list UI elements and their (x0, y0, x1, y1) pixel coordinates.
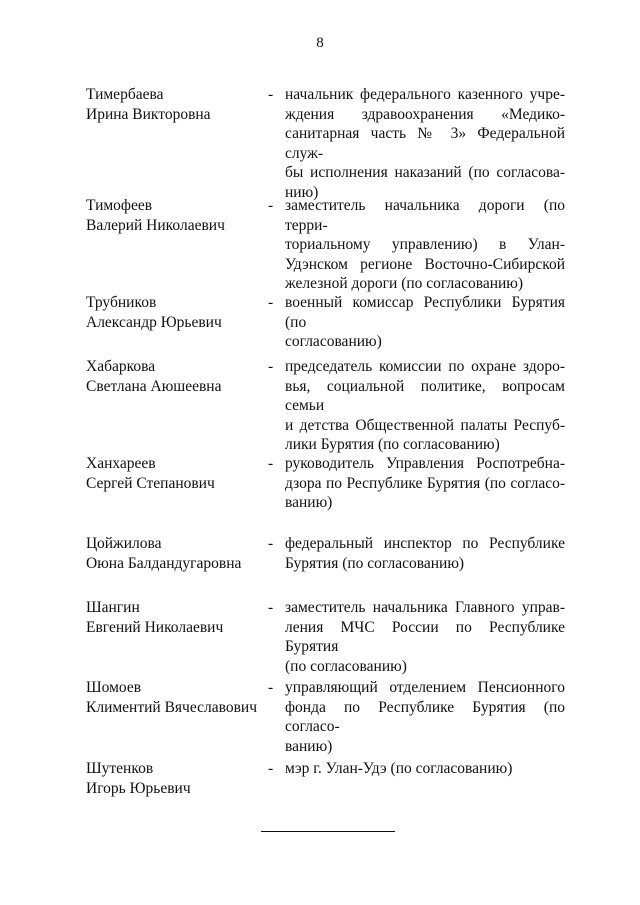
member-name (86, 759, 256, 798)
position-line: (по согласованию) (285, 657, 407, 675)
member-name (86, 293, 256, 332)
member-position (285, 534, 565, 573)
member-name (86, 357, 256, 396)
member-entry (0, 85, 640, 201)
member-name (86, 196, 256, 235)
member-given-names: Валерий Николаевич (86, 216, 225, 234)
dash-separator: - (268, 599, 274, 616)
end-of-list-rule (261, 831, 395, 832)
position-line: лики Бурятия (по согласованию) (285, 436, 500, 454)
member-entry (0, 759, 640, 869)
position-line: заместитель начальника дороги (по терри- (285, 197, 565, 234)
dash-separator: - (268, 358, 274, 375)
member-surname: Трубников (86, 294, 157, 311)
position-line: ториальному управлению) в Улан- (285, 236, 565, 254)
dash-separator: - (268, 86, 274, 103)
member-surname: Цойжилова (86, 535, 162, 552)
page-number: 8 (316, 35, 324, 51)
member-surname: Ханхареев (86, 455, 156, 472)
position-line: федеральный инспектор по Республике (285, 535, 565, 552)
position-line: железной дороги (по согласованию) (285, 275, 524, 293)
member-given-names: Оюна Балдандугаровна (86, 554, 242, 572)
dash-separator: - (268, 455, 274, 472)
member-surname: Тимербаева (86, 86, 164, 103)
member-given-names: Александр Юрьевич (86, 313, 222, 331)
position-line: Удэнском регионе Восточно-Сибирской (285, 255, 565, 273)
position-line: Бурятия (по согласованию) (285, 554, 465, 572)
member-given-names: Ирина Викторовна (86, 105, 211, 123)
member-name (86, 678, 256, 717)
member-position (285, 293, 565, 352)
member-surname: Тимофеев (86, 197, 153, 214)
member-position (285, 454, 565, 513)
member-surname: Шомоев (86, 679, 142, 696)
member-position (285, 196, 565, 294)
position-line: ления МЧС России по Республике Бурятия (285, 618, 565, 656)
position-line: нию) (285, 183, 319, 201)
member-position (285, 759, 565, 779)
member-surname: Шутенков (86, 760, 154, 777)
position-line: управляющий отделением Пенсионного (285, 679, 565, 696)
position-line: ванию) (285, 737, 333, 755)
dash-separator: - (268, 535, 274, 552)
member-name (86, 454, 256, 493)
member-name (86, 85, 256, 124)
member-surname: Хабаркова (86, 358, 156, 375)
position-line: и детства Общественной палаты Респуб- (285, 416, 565, 434)
member-position (285, 678, 565, 756)
dash-separator: - (268, 294, 274, 311)
member-entry (0, 196, 640, 306)
dash-separator: - (268, 760, 274, 777)
position-line: вья, социальной политике, вопросам семьи (285, 377, 565, 415)
member-position (285, 85, 565, 203)
member-entry (0, 357, 640, 467)
member-given-names: Сергей Степанович (86, 474, 215, 492)
position-line: дзора по Республике Бурятия (по согласо- (285, 474, 565, 492)
member-position (285, 357, 565, 455)
position-line: председатель комиссии по охране здоро- (285, 358, 565, 375)
position-line: согласованию) (285, 333, 382, 351)
position-line: ванию) (285, 494, 333, 512)
position-line: мэр г. Улан-Удэ (по согласованию) (285, 760, 513, 777)
position-line: санитарная часть № 3» Федеральной служ- (285, 125, 565, 162)
position-line: руководитель Управления Роспотребна- (285, 455, 565, 472)
position-line: ждения здравоохранения «Медико- (285, 105, 565, 123)
member-position (285, 598, 565, 676)
dash-separator: - (268, 197, 274, 214)
member-name (86, 598, 256, 637)
member-given-names: Климентий Вячеславович (86, 698, 257, 716)
position-line: заместитель начальника Главного управ- (285, 599, 565, 616)
member-given-names: Светлана Аюшеевна (86, 377, 222, 395)
member-name (86, 534, 256, 573)
dash-separator: - (268, 679, 274, 696)
member-given-names: Игорь Юрьевич (86, 779, 191, 797)
position-line: военный комиссар Республики Бурятия (по (285, 294, 565, 331)
position-line: начальник федерального казенного учре- (285, 86, 565, 103)
position-line: бы исполнения наказаний (по согласова- (285, 164, 565, 182)
member-surname: Шангин (86, 599, 140, 616)
member-given-names: Евгений Николаевич (86, 618, 224, 636)
position-line: фонда по Республике Бурятия (по согласо- (285, 698, 565, 736)
